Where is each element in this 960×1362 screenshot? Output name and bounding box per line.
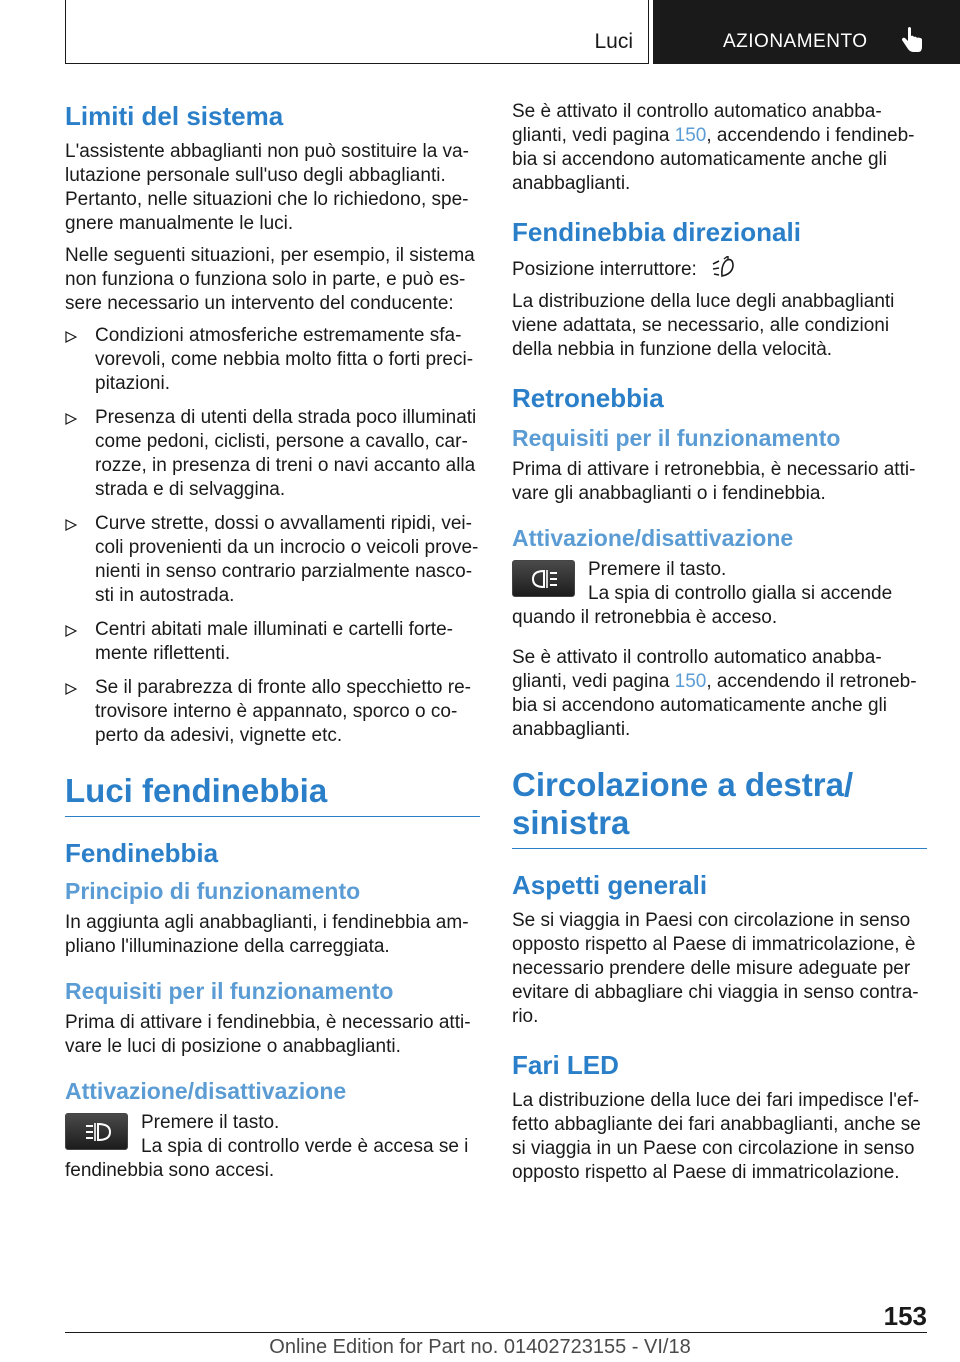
footer-divider [65, 1332, 927, 1333]
page-reference-link[interactable]: 150 [674, 125, 707, 146]
paragraph: Prima di attivare i retronebbia, è necessario atti-vare gli anabbaglianti o i fendinebbia. [512, 459, 916, 504]
paragraph: Se è attivato il controllo automatico anabba-glianti, vedi pagina 150, accendendo i fendineb-bia si accendono automaticamente anche gli anabbaglianti. [512, 101, 915, 194]
front-fog-light-icon [84, 1121, 112, 1143]
heading-circolazione: Circolazione a destra/ sinistra [512, 766, 927, 849]
key-press-text: Premere il tasto. [588, 559, 727, 580]
hand-pointer-icon [899, 26, 925, 54]
triangle-bullet-icon [65, 625, 77, 637]
heading-principio: Principio di funzionamento [65, 878, 361, 904]
paragraph: La distribuzione della luce degli anabbaglianti viene adattata, se necessario, alle condizioni della nebbia in funzione della velocità. [512, 291, 895, 360]
heading-direzionali: Fendinebbia direzionali [512, 217, 801, 247]
key-description: La spia di controllo gialla si accende quando il retronebbia è acceso. [512, 583, 893, 628]
cornering-fog-light-icon [711, 256, 735, 278]
triangle-bullet-icon [65, 519, 77, 531]
header-chapter-tab [653, 0, 960, 64]
key-instruction [65, 1111, 480, 1135]
key-press-text: Premere il tasto. [141, 1112, 280, 1133]
heading-requisiti: Requisiti per il funzionamento [65, 978, 394, 1004]
heading-limiti: Limiti del sistema [65, 101, 284, 131]
heading-fendinebbia: Fendinebbia [65, 838, 219, 868]
rear-fog-light-icon [531, 568, 559, 590]
rear-fog-light-button [512, 560, 575, 597]
paragraph: La distribuzione della luce dei fari impedisce l'ef-fetto abbagliante dei fari anabbaglianti, anche se si viaggia in un Paese con circolazione in senso opposto rispetto al Paese di immatricolazione. [512, 1090, 921, 1183]
heading-fari-led: Fari LED [512, 1050, 619, 1080]
paragraph: In aggiunta agli anabbaglianti, i fendinebbia am-pliano l'illuminazione della carreggiata. [65, 912, 469, 957]
limits-list [65, 324, 480, 748]
triangle-bullet-icon [65, 413, 77, 425]
header-chapter-title: AZIONAMENTO [723, 31, 868, 52]
triangle-bullet-icon [65, 683, 77, 695]
header-section-box [65, 0, 649, 64]
heading-luci-fendinebbia: Luci fendinebbia [65, 772, 480, 817]
heading-retronebbia: Retronebbia [512, 383, 664, 413]
heading-requisiti-retro: Requisiti per il funzionamento [512, 425, 841, 451]
key-description: La spia di controllo verde è accesa se i fendinebbia sono accesi. [65, 1136, 469, 1181]
footer-edition: Online Edition for Part no. 01402723155 - VI/18 [269, 1336, 691, 1358]
front-fog-light-button [65, 1113, 128, 1150]
page-reference-link[interactable]: 150 [674, 671, 707, 692]
heading-aspetti: Aspetti generali [512, 870, 708, 900]
list-item: Condizioni atmosferiche estremamente sfa-vorevoli, come nebbia molto fitta o forti preci-pitazioni. [65, 324, 480, 396]
triangle-bullet-icon [65, 331, 77, 343]
paragraph: Se si viaggia in Paesi con circolazione in senso opposto rispetto al Paese di immatricolazione, è necessario prendere delle misure adeguate per evitare di abbagliare chi viaggia in senso contra-rio. [512, 910, 919, 1027]
switch-position-line: Posizione interruttore: [512, 256, 927, 282]
list-item: Curve strette, dossi o avvallamenti ripidi, vei-coli provenienti da un incrocio o veicoli prove-nienti in senso contrario parzialmente nasco-sti in autostrada. [65, 512, 480, 608]
paragraph: Nelle seguenti situazioni, per esempio, il sistema non funziona o funziona solo in parte, e può es-sere necessario un intervento del conducente: [65, 245, 475, 314]
right-column [512, 100, 927, 1193]
list-item: Se il parabrezza di fronte allo specchietto re-trovisore interno è appannato, sporco o co-perto da adesivi, vignette etc. [65, 676, 480, 748]
heading-attivazione: Attivazione/disattivazione [65, 1078, 347, 1104]
paragraph: Se è attivato il controllo automatico anabba-glianti, vedi pagina 150, accendendo il retroneb-bia si accendono automaticamente anche gli anabbaglianti. [512, 647, 917, 740]
page-number: 153 [883, 1301, 927, 1331]
paragraph: L'assistente abbaglianti non può sostituire la va-lutazione personale sull'uso degli abbaglianti. Pertanto, nelle situazioni che lo richiedono, spe-gnere manualmente le luci. [65, 141, 469, 234]
list-item: Presenza di utenti della strada poco illuminati come pedoni, ciclisti, persone a cavallo, car-rozze, in presenza di treni o navi accanto alla strada e di selvaggina. [65, 406, 480, 502]
header-section-title: Luci [594, 30, 633, 53]
key-instruction [512, 558, 927, 582]
paragraph: Prima di attivare i fendinebbia, è necessario atti-vare le luci di posizione o anabbaglianti. [65, 1012, 471, 1057]
list-item: Centri abitati male illuminati e cartelli forte-mente riflettenti. [65, 618, 480, 666]
left-column [65, 100, 480, 1191]
heading-attivazione-retro: Attivazione/disattivazione [512, 525, 794, 551]
